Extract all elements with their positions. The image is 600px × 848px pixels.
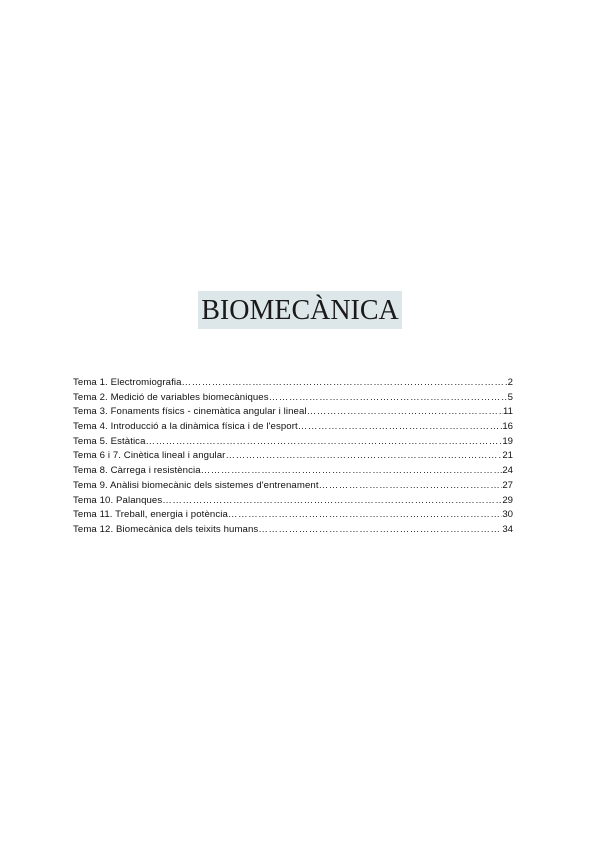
toc-entry [73,494,513,509]
toc-entry-label: Tema 1. Electromiografia [73,377,182,388]
toc-dot-leader [162,494,502,509]
toc-dot-leader [146,435,503,450]
toc-entry-page: 27 [502,479,513,491]
toc-entry-page: 30 [502,509,513,521]
toc-entry-page: 34 [502,523,513,535]
toc-entry-label: Tema 9. Anàlisi biomecànic dels sistemes d'entrenament [73,479,319,491]
toc-entry [73,479,513,494]
toc-dot-leader [258,523,502,538]
toc-entry-label: Tema 8. Càrrega i resistència [73,465,201,477]
toc-entry-label: Tema 3. Fonaments físics - cinemàtica angular i lineal [73,406,307,418]
toc-entry [73,405,513,420]
document-title: BIOMECÀNICA [198,291,402,329]
toc-entry-label: Tema 11. Treball, energia i potència [73,509,228,521]
toc-entry-page: 24 [502,465,513,477]
toc-entry-page: 2 [507,377,513,388]
toc-dot-leader [307,405,503,420]
toc-dot-leader [228,508,502,523]
toc-entry [73,435,513,450]
toc-entry-label: Tema 6 i 7. Cinètica lineal i angular [73,450,226,462]
toc-entry-page: 21 [502,450,513,462]
toc-dot-leader [298,420,503,435]
toc-entry [73,391,513,406]
toc-entry-page: 16 [502,421,513,433]
toc-dot-leader [225,449,502,464]
toc-entry-page: 19 [502,435,513,447]
toc-entry-page: 5 [507,391,513,403]
toc-entry [73,523,513,538]
toc-entry-label: Tema 12. Biomecànica dels teixits humans [73,523,259,535]
toc-dot-leader [269,391,508,406]
toc-dot-leader [182,376,508,391]
toc-entry [73,508,513,523]
toc-entry [73,376,513,391]
toc-entry-label: Tema 5. Estàtica [73,435,146,447]
toc-dot-leader [201,464,503,479]
toc-entry-page: 29 [502,494,513,506]
toc-entry [73,449,513,464]
toc-dot-leader [319,479,503,494]
toc-entry [73,420,513,435]
toc-entry-label: Tema 10. Palanques [73,494,163,506]
toc-entry-label: Tema 4. Introducció a la dinàmica física i de l'esport [73,421,298,433]
table-of-contents [73,376,513,538]
toc-entry [73,464,513,479]
title-container [0,291,600,329]
toc-entry-page: 11 [503,406,513,418]
toc-entry-label: Tema 2. Medició de variables biomecàniques [73,391,269,403]
